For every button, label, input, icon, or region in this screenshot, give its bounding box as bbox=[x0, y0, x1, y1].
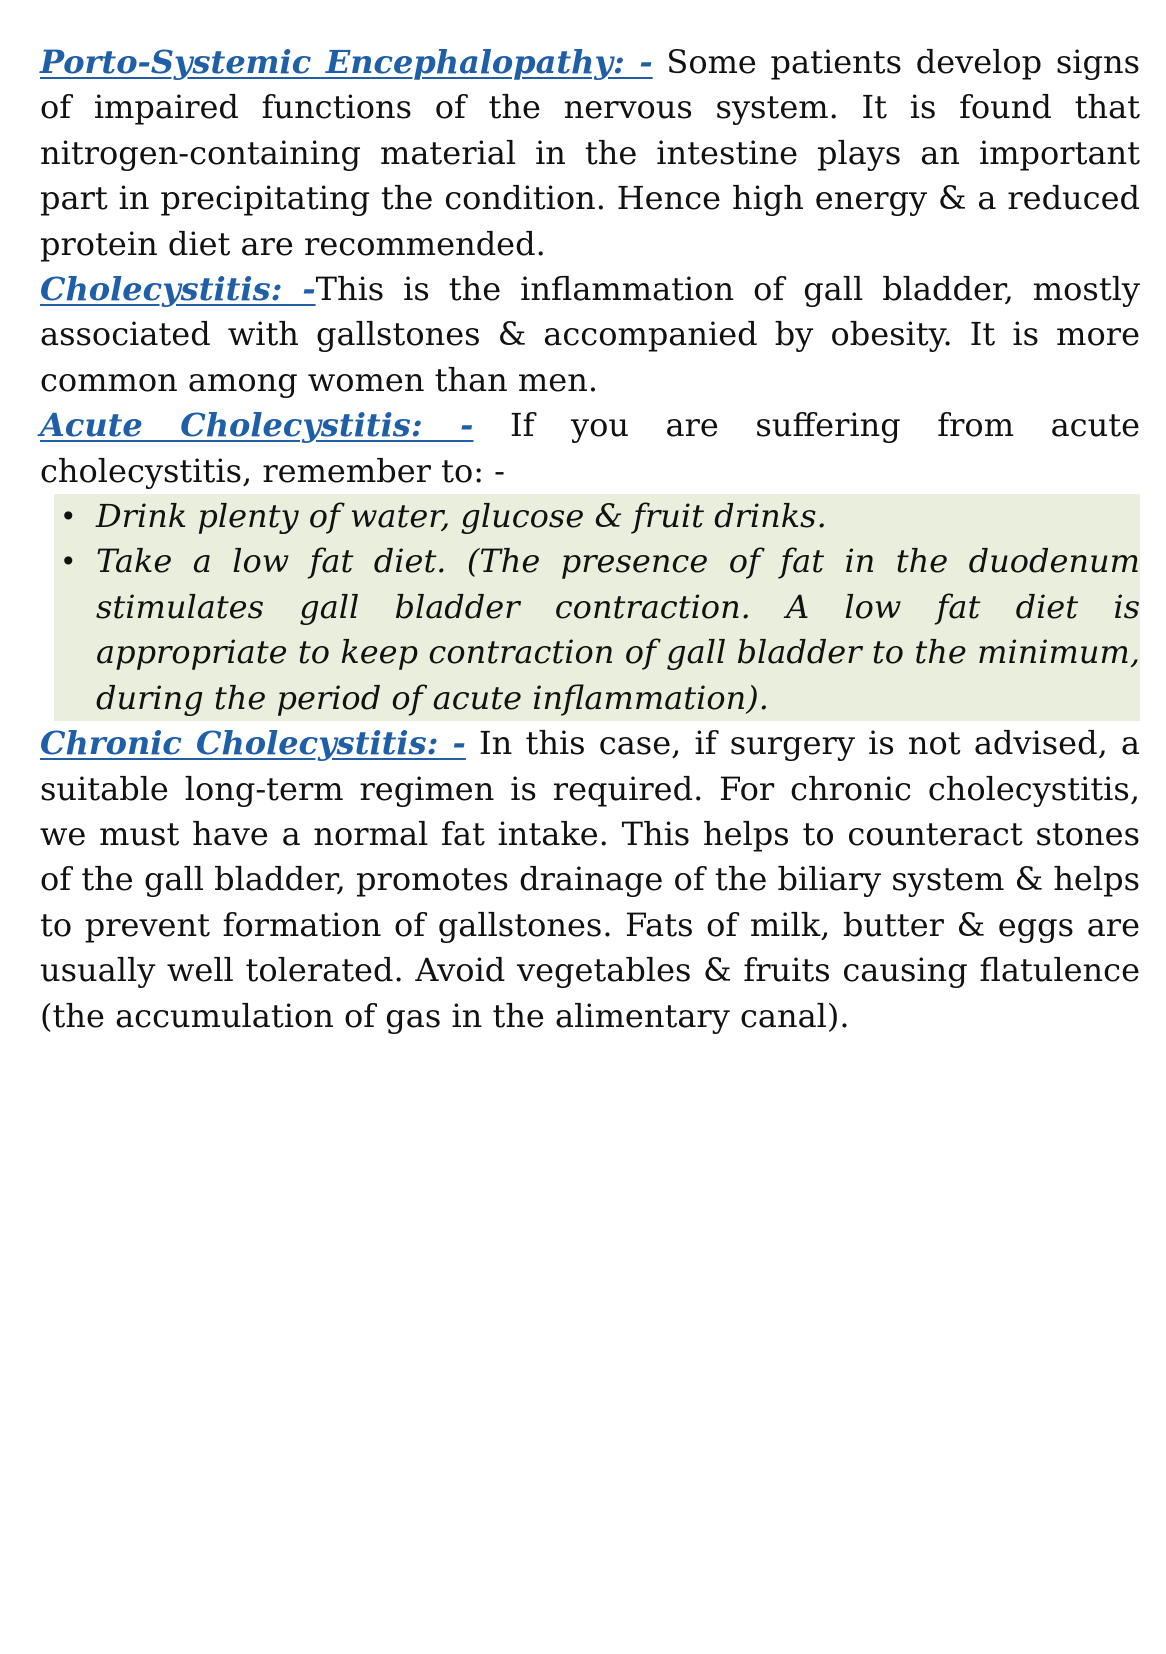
bullet-icon: • bbox=[60, 500, 77, 534]
acute-cholecystitis-bullet-list bbox=[54, 494, 1140, 721]
section-heading: Porto-Systemic Encephalopathy: - bbox=[40, 43, 653, 81]
section-cholecystitis bbox=[40, 267, 1140, 403]
section-heading: Chronic Cholecystitis: - bbox=[40, 724, 466, 763]
bullet-icon: • bbox=[60, 545, 77, 579]
section-porto-systemic-encephalopathy bbox=[40, 40, 1140, 267]
list-item-text: Drink plenty of water, glucose & fruit drinks. bbox=[96, 497, 827, 536]
section-body: If you are suffering from acute cholecystitis, remember to: - bbox=[40, 406, 1140, 490]
list-item bbox=[54, 539, 1140, 721]
section-body: This is the inflammation of gall bladder, mostly associated with gallstones & accompanied by obesity. It is more common among women than men. bbox=[40, 270, 1141, 399]
section-heading: Cholecystitis: - bbox=[40, 270, 316, 309]
section-body: In this case, if surgery is not advised, a suitable long-term regimen is required. For chronic cholecystitis, we must have a normal fat intake. This helps to counteract stones of the gall bladder, promotes drainage of the biliary system & helps to prevent formation of gallstones. Fats of milk, butter & eggs are usually well tolerated. Avoid vegetables & fruits causing flatulence (the accumulation of gas in the alimentary canal). bbox=[40, 724, 1141, 1035]
section-chronic-cholecystitis bbox=[40, 721, 1140, 1039]
section-body: Some patients develop signs of impaired functions of the nervous system. It is found that nitrogen-containing material in the intestine plays an important part in precipitating the condition. Hence high energy & a reduced protein diet are recommended. bbox=[40, 43, 1140, 263]
list-item-text: Take a low fat diet. (The presence of fat in the duodenum stimulates gall bladder contraction. A low fat diet is appropriate to keep contraction of gall bladder to the minimum, during the period of acute inflammation). bbox=[96, 542, 1140, 717]
document-page bbox=[40, 40, 1140, 1039]
list-item bbox=[54, 494, 1140, 539]
section-acute-cholecystitis bbox=[40, 403, 1140, 494]
section-heading: Acute Cholecystitis: - bbox=[40, 406, 474, 445]
